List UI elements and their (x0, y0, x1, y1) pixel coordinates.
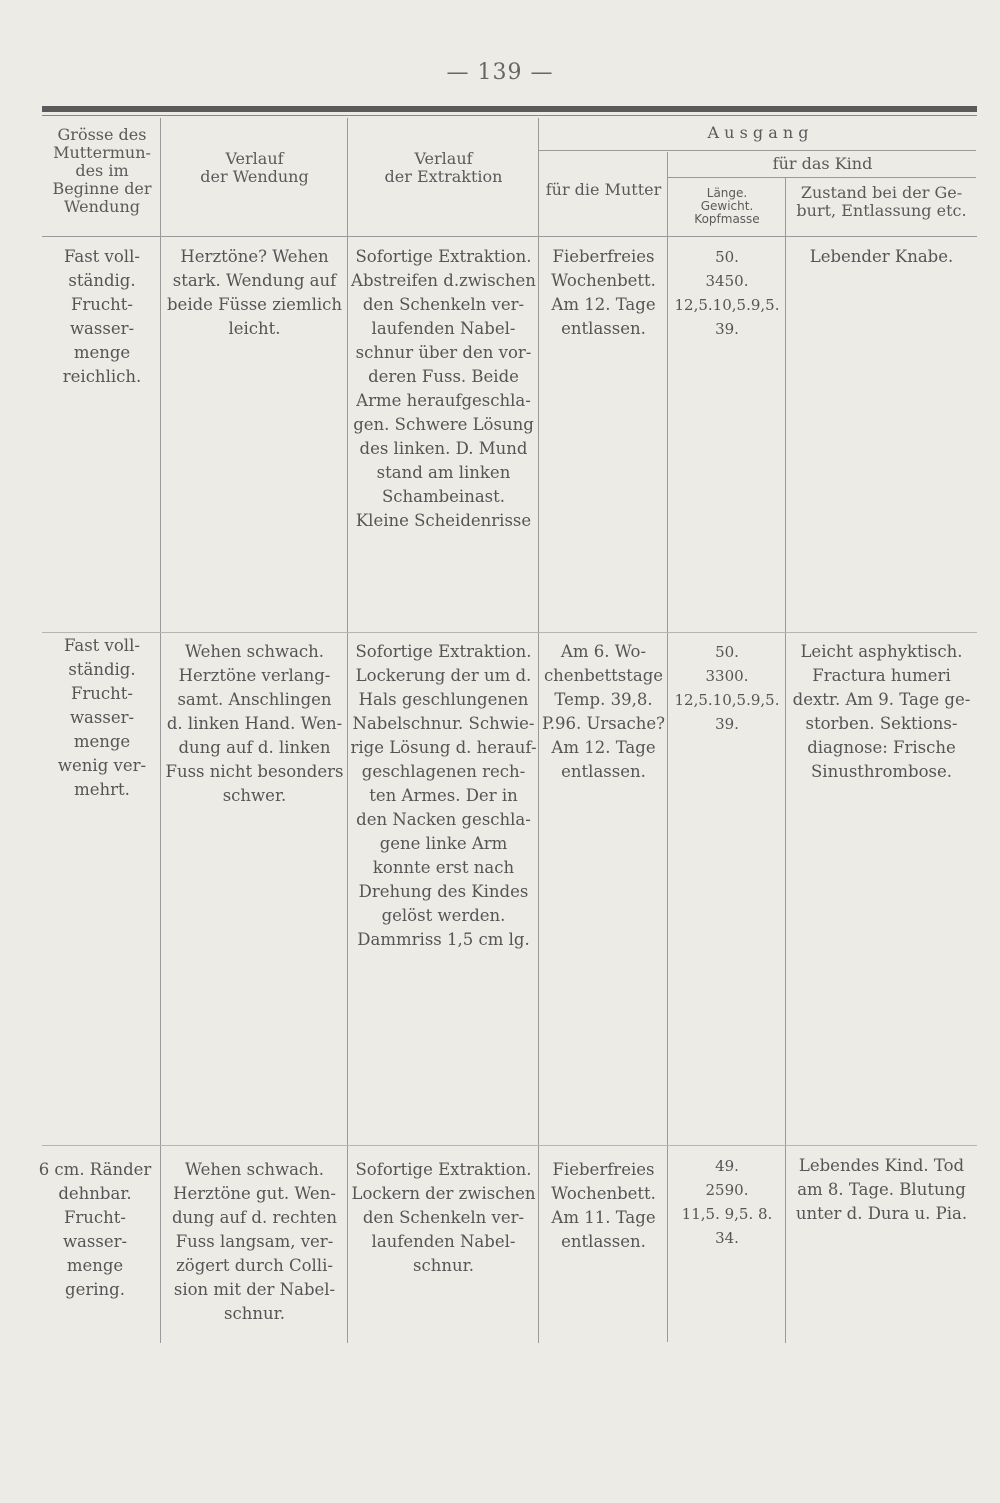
header-bottom-line (42, 236, 977, 237)
top-thick-rule (42, 106, 977, 112)
header-groesse: Grösse des Muttermun- des im Beginne der Wendung (52, 125, 152, 216)
row3-zustand: Lebendes Kind. Tod am 8. Tage. Blutung unter d. Dura u. Pia. (795, 1156, 968, 1223)
row2-mutter: Am 6. Wo- chenbettstage Temp. 39,8. P.96. Ursache? Am 12. Tage entlassen. (541, 642, 666, 781)
header-laenge-gewicht: Länge. Gewicht. Kopfmasse (694, 186, 760, 226)
row1-zustand: Lebender Knabe. (809, 247, 954, 266)
header-fuer-kind: für das Kind (772, 154, 873, 173)
row2-groesse: Fast voll- ständig. Frucht- wasser- menge wenig ver- mehrt. (57, 636, 147, 799)
row-divider (42, 1145, 977, 1146)
page-number: — 139 — (446, 60, 554, 85)
row1-masse: 50. 3450. 12,5.10,5.9,5. 39. (674, 248, 780, 338)
header-verlauf-extraktion: Verlauf der Extraktion (384, 149, 503, 186)
row1-wendung: Herztöne? Wehen stark. Wendung auf beide Füsse ziemlich leicht. (167, 247, 342, 338)
row2-wendung: Wehen schwach. Herztöne verlang- samt. Anschlingen d. linken Hand. Wen- dung auf d. linken Fuss nicht besonders schwer. (165, 642, 344, 805)
row3-mutter: Fieberfreies Wochenbett. Am 11. Tage entlassen. (551, 1160, 656, 1251)
row2-zustand: Leicht asphyktisch. Fractura humeri dextr. Am 9. Tage ge- storben. Sektions- diagnose: Frische Sinusthrombose. (792, 642, 971, 781)
row3-extraktion: Sofortige Extraktion. Lockern der zwischen den Schenkeln ver- laufenden Nabel- schnur. (351, 1160, 536, 1275)
column-divider (785, 178, 786, 1343)
row1-groesse: Fast voll- ständig. Frucht- wasser- menge reichlich. (62, 247, 142, 386)
row1-mutter: Fieberfreies Wochenbett. Am 12. Tage entlassen. (551, 247, 656, 338)
header-verlauf-wendung: Verlauf der Wendung (200, 149, 309, 186)
row2-masse: 50. 3300. 12,5.10,5.9,5. 39. (674, 643, 780, 733)
header-ausgang: A u s g a n g (707, 123, 809, 142)
row3-groesse: 6 cm. Ränder dehnbar. Frucht- wasser- menge gering. (38, 1160, 152, 1299)
column-divider (347, 118, 348, 1343)
column-divider (667, 152, 668, 1342)
row3-masse: 49. 2590. 11,5. 9,5. 8. 34. (681, 1157, 773, 1247)
header-line-ausgang (538, 150, 976, 151)
header-zustand: Zustand bei der Ge- burt, Entlassung etc. (796, 183, 967, 220)
top-thin-rule (42, 115, 977, 116)
column-divider (160, 118, 161, 1343)
row2-extraktion: Sofortige Extraktion. Lockerung der um d. Hals geschlungenen Nabelschnur. Schwie- rige Lösung d. herauf- geschlagenen rech- ten Armes. Der in den Nacken geschla- gene linke Arm konnte erst nach Drehung des Kindes gelöst werden. Dammriss 1,5 cm lg. (350, 642, 537, 949)
row1-extraktion: Sofortige Extraktion. Abstreifen d.zwischen den Schenkeln ver- laufenden Nabel- schnur über den vor- deren Fuss. Beide Arme heraufgeschla- gen. Schwere Lösung des linken. D. Mund stand am linken Schambeinast. Kleine Scheidenrisse (351, 247, 536, 530)
row3-wendung: Wehen schwach. Herztöne gut. Wen- dung auf d. rechten Fuss langsam, ver- zögert durch Colli- sion mit der Nabel- schnur. (171, 1160, 338, 1323)
column-divider (538, 118, 539, 1343)
header-line-kind (667, 177, 976, 178)
row-divider (42, 632, 977, 633)
header-fuer-mutter: für die Mutter (545, 180, 662, 199)
